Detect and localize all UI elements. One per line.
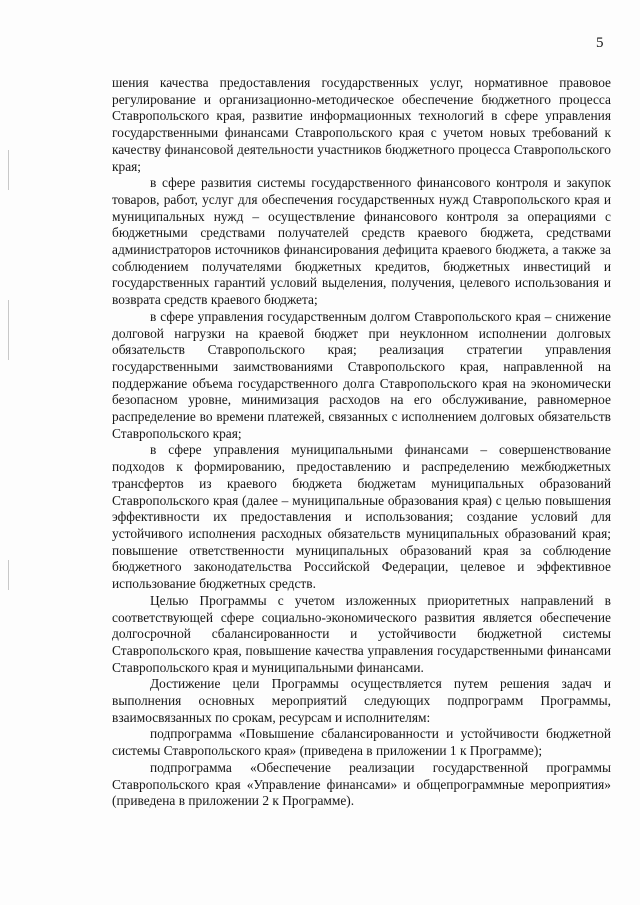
scan-margin-mark xyxy=(8,300,9,360)
paragraph-financial-control: в сфере развития системы государственного финансового контроля и закупок товаров, работ, услуг для обеспечения государственных нужд Ставропольского края и муниципальных нужд – осуществление финансового контроля за операциями с бюджетными средствами получателей средств краевого бюджета, средствами администраторов источников финансирования дефицита краевого бюджета, а также за соблюдением получателями бюджетных кредитов, бюджетных инвестиций и государственных гарантий условий выделения, получения, целевого использования и возврата средств краевого бюджета; xyxy=(112,175,611,308)
paragraph-subprogram-1: подпрограмма «Повышение сбалансированности и устойчивости бюджетной системы Ставропольского края» (приведена в приложении 1 к Программе); xyxy=(112,726,611,759)
page-number: 5 xyxy=(596,35,604,51)
paragraph-continuation: шения качества предоставления государственных услуг, нормативное правовое регулирование и организационно-методическое обеспечение бюджетного процесса Ставропольского края, развитие информационных технологий в сфере управления государственными финансами Ставропольского края с учетом новых требований к качеству финансовой деятельности участников бюджетного процесса Ставропольского края; xyxy=(112,75,611,174)
paragraph-municipal-finance: в сфере управления муниципальными финансами – совершенствование подходов к формированию, предоставлению и распределению межбюджетных трансфертов из краевого бюджета бюджетам муниципальных образований Ставропольского края (далее – муниципальные образования края) с целью повышения эффективности их предоставления и использования; создание условий для устойчивого исполнения расходных обязательств муниципальных образований края; повышение ответственности муниципальных образований края за соблюдение бюджетного законодательства Российской Федерации, целевое и эффективное использование бюджетных средств. xyxy=(112,442,611,592)
paragraph-program-goal: Целью Программы с учетом изложенных приоритетных направлений в соответствующей сфере социально-экономического развития является обеспечение долгосрочной сбалансированности и устойчивости бюджетной системы Ставропольского края, повышение качества управления государственными финансами Ставропольского края и муниципальными финансами. xyxy=(112,592,611,675)
paragraph-state-debt: в сфере управления государственным долгом Ставропольского края – снижение долговой нагрузки на краевой бюджет при неуклонном исполнении долговых обязательств Ставропольского края; реализация стратегии управления государственными заимствованиями Ставропольского края, направленной на поддержание объема государственного долга Ставропольского края на экономически безопасном уровне, минимизация расходов на его обслуживание, равномерное распределение во времени платежей, связанных с исполнением долговых обязательств Ставропольского края; xyxy=(112,308,611,441)
paragraph-goal-achievement: Достижение цели Программы осуществляется путем решения задач и выполнения основных мероприятий следующих подпрограмм Программы, взаимосвязанных по срокам, ресурсам и исполнителям: xyxy=(112,676,611,725)
body-text xyxy=(112,75,611,810)
paragraph-subprogram-2: подпрограмма «Обеспечение реализации государственной программы Ставропольского края «Управление финансами» и общепрограммные мероприятия» (приведена в приложении 2 к Программе). xyxy=(112,759,611,809)
scan-margin-mark xyxy=(8,560,9,590)
scan-margin-mark xyxy=(8,150,9,190)
